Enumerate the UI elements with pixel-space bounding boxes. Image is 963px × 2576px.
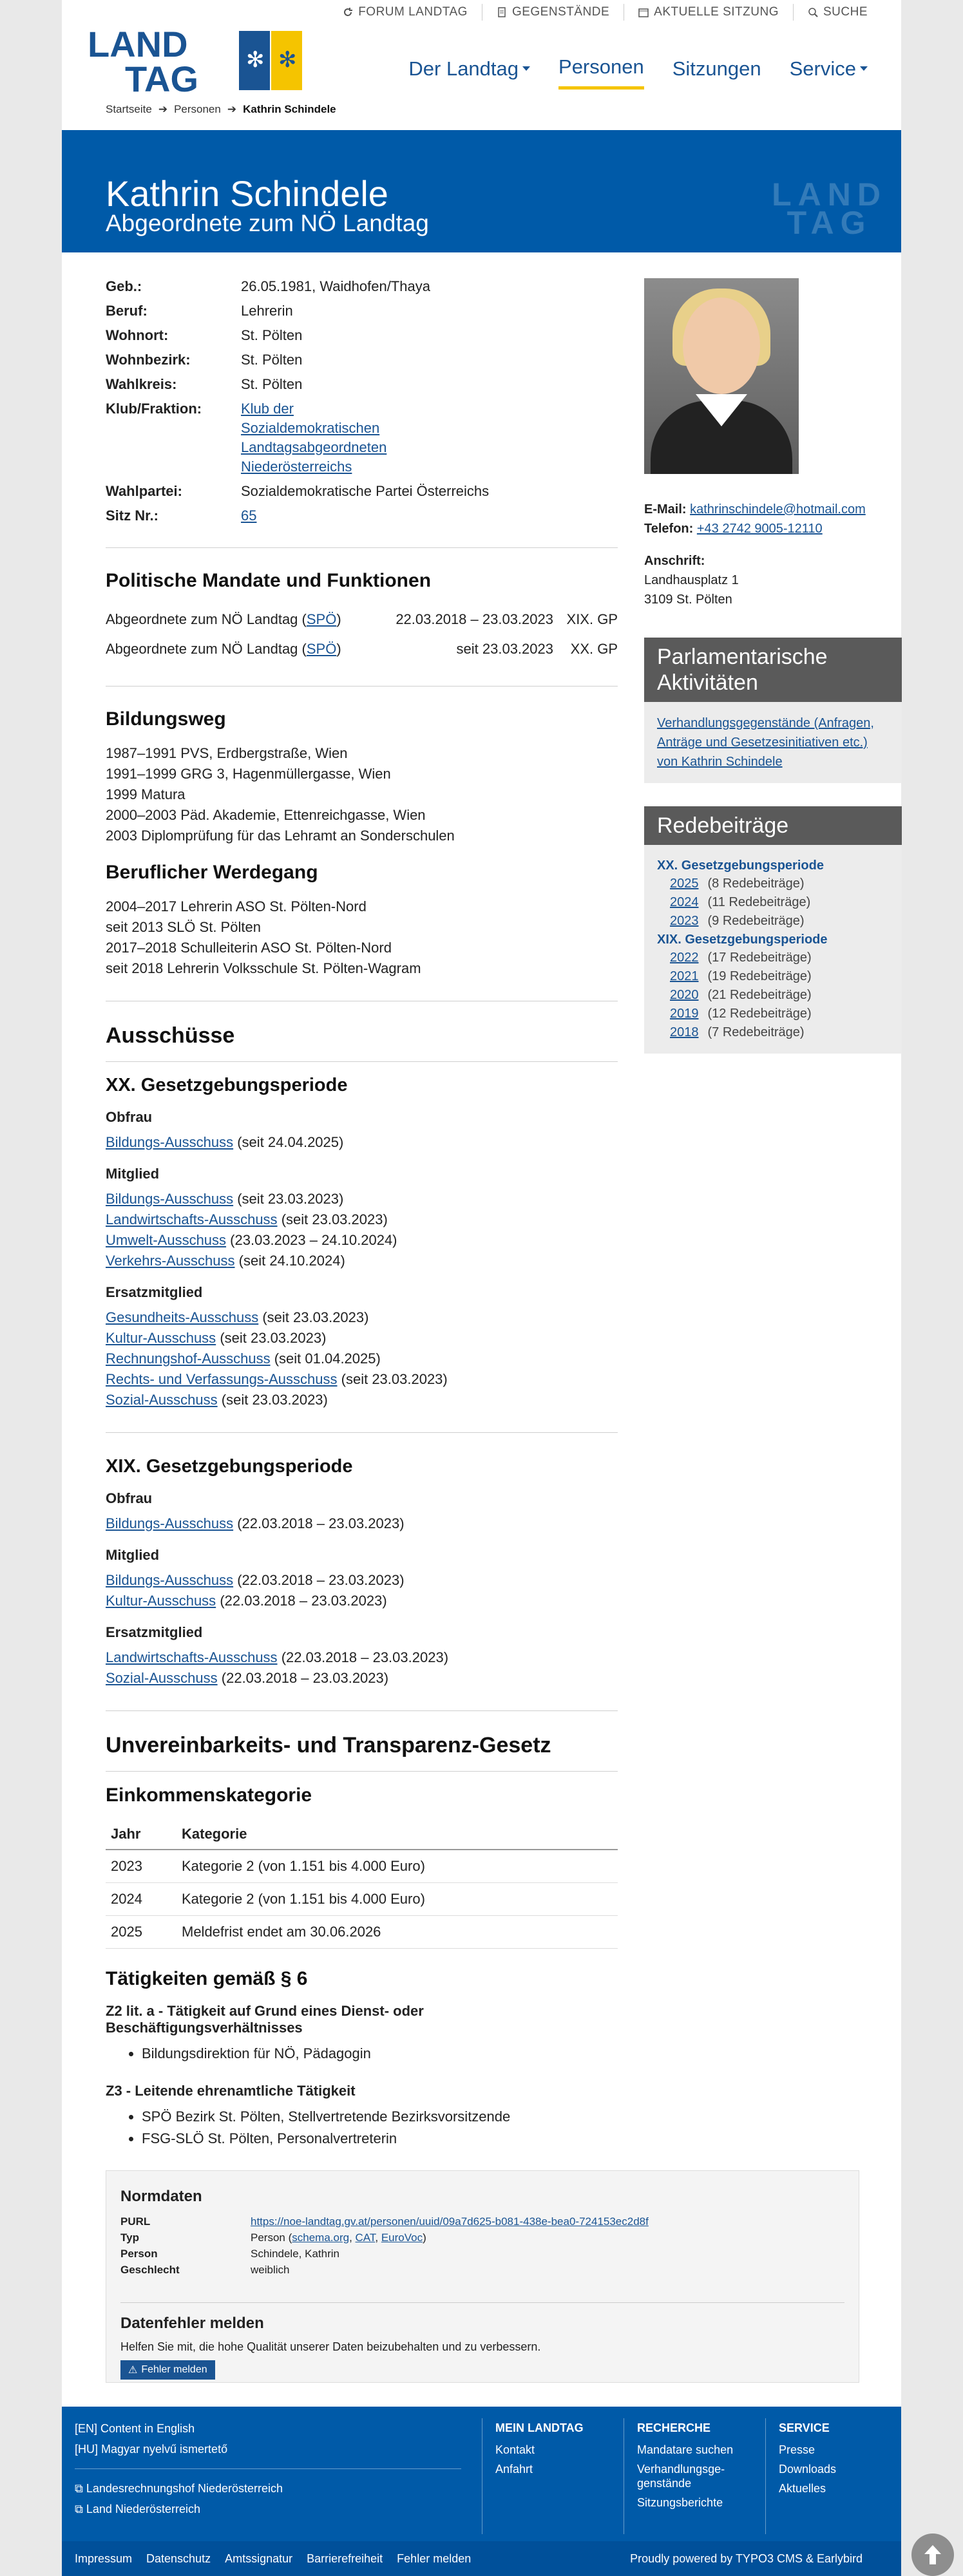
- speech-year-link[interactable]: 2022: [670, 951, 699, 965]
- schema-link[interactable]: schema.org: [292, 2231, 350, 2244]
- table-row: 2023 Kategorie 2 (von 1.151 bis 4.000 Euro): [106, 1850, 618, 1883]
- speech-year-link[interactable]: 2024: [670, 895, 699, 909]
- speech-year-link[interactable]: 2025: [670, 876, 699, 891]
- committee-role: Obfrau: [106, 1109, 153, 1125]
- career-list: 2004–2017 Lehrerin ASO St. Pölten-Nord seit 2013 SLÖ St. Pölten 2017–2018 Schulleiterin ASO St. Pölten-Nord seit 2018 Lehrerin Volksschule St. Pölten-Wagram: [106, 898, 421, 976]
- caret-down-icon: [860, 66, 868, 71]
- committee-link[interactable]: Bildungs-Ausschuss: [106, 1515, 234, 1531]
- purl-link[interactable]: https://noe-landtag.gv.at/personen/uuid/09a7d625-b081-438e-bea0-724153ec2d8f: [251, 2215, 649, 2228]
- footer-link[interactable]: Aktuelles: [779, 2482, 826, 2495]
- income-heading: Einkommenskategorie: [106, 1785, 312, 1806]
- list-item: Rechts- und Verfassungs-Ausschuss (seit 23.03.2023): [106, 1371, 448, 1387]
- page-hero: [62, 130, 901, 252]
- list-item: Gesundheits-Ausschuss (seit 23.03.2023): [106, 1309, 369, 1325]
- nav-personen-label: Personen: [558, 55, 644, 78]
- list-item: Bildungs-Ausschuss (22.03.2018 – 23.03.2023): [106, 1515, 405, 1531]
- list-item: 2022 (17 Redebeiträge): [657, 949, 889, 967]
- warning-icon: ⚠: [128, 2365, 138, 2376]
- breadcrumb-home[interactable]: Startseite: [106, 103, 152, 115]
- sitz-link[interactable]: 65: [241, 507, 257, 524]
- committee-link[interactable]: Bildungs-Ausschuss: [106, 1134, 234, 1150]
- speeches-panel-title: Redebeiträge: [644, 806, 902, 845]
- speeches-list: [644, 845, 902, 1054]
- aktuelle-sitzung-link[interactable]: [624, 4, 793, 21]
- list-item: 2019 (12 Redebeiträge): [657, 1005, 889, 1023]
- list-item: 2018 (7 Redebeiträge): [657, 1023, 889, 1042]
- normdaten-box: Normdaten PURL https://noe-landtag.gv.at/personen/uuid/09a7d625-b081-438e-bea0-724153ec2d8f Typ Person (schema.org, CAT, EuroVoc) Person Schindele, Kathrin Geschlecht weiblich Datenfehler melden Helfen Sie mit, die hohe Qualität unserer Daten beizubehalten und zu verbessern. ⚠ Fehler melden: [106, 2170, 859, 2383]
- committee-role: Mitglied: [106, 1166, 160, 1182]
- impressum-link[interactable]: Impressum: [75, 2552, 133, 2565]
- committees-container: [106, 1075, 618, 1689]
- nav-sitzungen[interactable]: [672, 55, 761, 90]
- career-heading: Beruflicher Werdegang: [106, 862, 318, 883]
- nav-personen[interactable]: [558, 55, 644, 90]
- footer-link[interactable]: Anfahrt: [495, 2463, 533, 2476]
- z2-list: • Bildungsdirektion für NÖ, Pädagogin: [106, 2043, 618, 2065]
- speech-year-link[interactable]: 2023: [670, 914, 699, 928]
- committee-link[interactable]: Umwelt-Ausschuss: [106, 1232, 227, 1248]
- footer-link[interactable]: Downloads: [779, 2463, 837, 2476]
- committee-role: Mitglied: [106, 1547, 160, 1563]
- report-error-button[interactable]: ⚠ Fehler melden: [120, 2360, 215, 2380]
- fact-row: Wahlkreis: St. Pölten: [106, 376, 303, 392]
- aktuelle-sitzung-label: AKTUELLE SITZUNG: [654, 5, 779, 19]
- phone-link[interactable]: +43 2742 9005-12110: [696, 522, 823, 536]
- nav-der-landtag-label: Der Landtag: [408, 57, 519, 80]
- period-heading: XX. Gesetzgebungsperiode: [106, 1075, 348, 1095]
- list-item: Bildungs-Ausschuss (22.03.2018 – 23.03.2023): [106, 1572, 405, 1588]
- speech-year-link[interactable]: 2021: [670, 969, 699, 983]
- eurovoc-link[interactable]: EuroVoc: [381, 2231, 423, 2244]
- transparency-heading: Unvereinbarkeits- und Transparenz-Gesetz: [106, 1733, 551, 1757]
- committee-link[interactable]: Kultur-Ausschuss: [106, 1330, 216, 1346]
- list-item: Kultur-Ausschuss (seit 23.03.2023): [106, 1330, 327, 1346]
- hero-watermark: LAND TAG: [772, 176, 887, 241]
- footer-col-service: SERVICE Presse Downloads Aktuelles: [765, 2418, 888, 2534]
- error-heading: Datenfehler melden: [120, 2315, 264, 2332]
- party-link[interactable]: SPÖ: [306, 641, 337, 657]
- list-item: Landwirtschafts-Ausschuss (seit 23.03.2023): [106, 1211, 388, 1227]
- main-nav: [408, 55, 868, 90]
- footer-col-recherche: RECHERCHE Mandatare suchen Verhandlungsge-genstände Sitzungsberichte: [624, 2418, 759, 2534]
- table-row: 2025 Meldefrist endet am 30.06.2026: [106, 1916, 618, 1949]
- portrait-photo: [644, 278, 799, 474]
- activities-link[interactable]: Verhandlungsgegenstände (Anfragen, Anträge und Gesetzesinitiativen etc.) von Kathrin Schindele: [657, 716, 874, 769]
- person-facts: [106, 277, 618, 526]
- sidebar: [644, 278, 902, 1054]
- committee-link[interactable]: Landwirtschafts-Ausschuss: [106, 1211, 278, 1227]
- committee-link[interactable]: Sozial-Ausschuss: [106, 1670, 218, 1686]
- forum-landtag-link[interactable]: [329, 4, 482, 21]
- committee-link[interactable]: Bildungs-Ausschuss: [106, 1572, 234, 1588]
- landtag-logo[interactable]: [88, 26, 307, 97]
- footer-bottom-bar: [62, 2541, 901, 2576]
- committee-role: Ersatzmitglied: [106, 1624, 203, 1640]
- committee-link[interactable]: Kultur-Ausschuss: [106, 1593, 216, 1609]
- external-link-icon: ⧉: [75, 2482, 83, 2495]
- footer-link[interactable]: Mandatare suchen: [637, 2443, 734, 2456]
- footer-link[interactable]: Kontakt: [495, 2443, 535, 2456]
- amtssignatur-link[interactable]: Amtssignatur: [225, 2552, 293, 2565]
- footer-link[interactable]: Verhandlungsge-genstände: [637, 2463, 725, 2490]
- arrow-right-icon: ➔: [227, 103, 237, 115]
- fact-row: Klub/Fraktion: Klub der Sozialdemokratischen Landtagsabgeordneten Niederösterreichs: [106, 399, 618, 477]
- divider: [106, 686, 618, 687]
- back-to-top-button[interactable]: [911, 2533, 954, 2576]
- fact-row: Sitz Nr.: 65: [106, 507, 257, 524]
- cat-link[interactable]: CAT: [355, 2231, 376, 2244]
- list-item: Bildungs-Ausschuss (seit 23.03.2023): [106, 1191, 344, 1207]
- z3-heading: Z3 - Leitende ehrenamtliche Tätigkeit: [106, 2083, 356, 2099]
- committee-link[interactable]: Landwirtschafts-Ausschuss: [106, 1649, 278, 1665]
- committee-role: Obfrau: [106, 1490, 153, 1506]
- caret-down-icon: [522, 66, 530, 71]
- nav-der-landtag[interactable]: [408, 55, 530, 90]
- person-name: Kathrin Schindele: [106, 173, 388, 214]
- list-item: Rechnungshof-Ausschuss (seit 01.04.2025): [106, 1350, 381, 1367]
- z2-heading: Z2 lit. a - Tätigkeit auf Grund eines Dienst- oder Beschäftigungsverhältnisses: [106, 2003, 424, 2036]
- error-text: Helfen Sie mit, die hohe Qualität unserer Daten beizubehalten und zu verbessern.: [120, 2340, 541, 2353]
- fact-row: Wahlpartei: Sozialdemokratische Partei Österreichs: [106, 483, 490, 499]
- mandate-row: Abgeordnete zum NÖ Landtag (SPÖ) 22.03.2018 – 23.03.2023 XIX. GP: [106, 611, 618, 627]
- list-item: Landwirtschafts-Ausschuss (22.03.2018 – 23.03.2023): [106, 1649, 449, 1665]
- arrow-right-icon: ➔: [158, 103, 168, 115]
- normdaten-heading: Normdaten: [120, 2188, 202, 2205]
- gegenstaende-label: GEGENSTÄNDE: [511, 5, 610, 19]
- main-content: [106, 277, 618, 2150]
- utility-nav: [329, 4, 882, 21]
- mandate-row: Abgeordnete zum NÖ Landtag (SPÖ) seit 23.03.2023 XX. GP: [106, 641, 618, 657]
- party-link[interactable]: SPÖ: [306, 611, 337, 627]
- email-link[interactable]: kathrinschindele@hotmail.com: [690, 502, 866, 516]
- search-icon: [808, 7, 818, 17]
- search-link[interactable]: [793, 4, 882, 21]
- fact-row: Geb.: 26.05.1981, Waidhofen/Thaya: [106, 278, 430, 294]
- powered-by: Proudly powered by TYPO3 CMS & Earlybird: [630, 2552, 863, 2565]
- arrow-up-icon: [923, 2544, 942, 2566]
- external-link-icon: ⧉: [75, 2503, 83, 2515]
- divider: [106, 547, 618, 548]
- list-item: Sozial-Ausschuss (seit 23.03.2023): [106, 1392, 328, 1408]
- breadcrumb-current: Kathrin Schindele: [243, 103, 336, 115]
- forum-label: FORUM LANDTAG: [358, 5, 468, 19]
- calendar-icon: [638, 7, 649, 17]
- education-list: 1987–1991 PVS, Erdbergstraße, Wien 1991–1999 GRG 3, Hagenmüllergasse, Wien 1999 Matura 2000–2003 Päd. Akademie, Ettenreichgasse, Wien 2003 Diplomprüfung für das Lehramt an Sonderschulen: [106, 745, 455, 844]
- nav-sitzungen-label: Sitzungen: [672, 57, 761, 80]
- english-link[interactable]: [EN] Content in English: [75, 2422, 195, 2435]
- committee-link[interactable]: Sozial-Ausschuss: [106, 1392, 218, 1408]
- income-table: Jahr Kategorie 2023 Kategorie 2 (von 1.151 bis 4.000 Euro) 2024 Kategorie 2 (von 1.151 bis 4.000 Euro) 2025 Meldefrist endet am 30.06.2026: [106, 1819, 618, 1949]
- logo-text-tag: TAG: [125, 59, 199, 97]
- breadcrumb: [106, 103, 336, 116]
- divider: [106, 1710, 618, 1711]
- refresh-icon: [343, 7, 353, 17]
- list-item: Bildungs-Ausschuss (seit 24.04.2025): [106, 1134, 344, 1150]
- list-item: Umwelt-Ausschuss (23.03.2023 – 24.10.2024): [106, 1232, 397, 1248]
- speech-year-link[interactable]: 2019: [670, 1007, 699, 1021]
- speech-period: XX. Gesetzgebungsperiode: [657, 858, 824, 873]
- nav-service[interactable]: [790, 55, 868, 90]
- barrierefreiheit-link[interactable]: Barrierefreiheit: [307, 2552, 383, 2565]
- mandates-heading: Politische Mandate und Funktionen: [106, 570, 432, 591]
- list-item: Verkehrs-Ausschuss (seit 24.10.2024): [106, 1253, 345, 1269]
- fehler-melden-link[interactable]: Fehler melden: [397, 2552, 472, 2565]
- fact-row: Wohnort: St. Pölten: [106, 327, 303, 343]
- svg-text:✻: ✻: [246, 48, 265, 72]
- nav-service-label: Service: [789, 57, 856, 80]
- divider: [106, 1771, 618, 1772]
- committees-heading: Ausschüsse: [106, 1023, 235, 1048]
- person-role: Abgeordnete zum NÖ Landtag: [106, 210, 429, 236]
- footer-col-mein-landtag: MEIN LANDTAG Kontakt Anfahrt: [482, 2418, 617, 2534]
- search-label: SUCHE: [823, 5, 868, 19]
- list-item: 2021 (19 Redebeiträge): [657, 967, 889, 986]
- breadcrumb-personen[interactable]: Personen: [174, 103, 221, 115]
- speeches-panel: [644, 806, 902, 1054]
- svg-text:✻: ✻: [278, 48, 297, 72]
- land-noe-link[interactable]: ⧉ Land Niederösterreich: [75, 2503, 200, 2515]
- list-item: 2023 (9 Redebeiträge): [657, 912, 889, 931]
- z3-list: • SPÖ Bezirk St. Pölten, Stellvertretende Bezirksvorsitzende • FSG-SLÖ St. Pölten, Personalvertreterin: [106, 2106, 618, 2150]
- speech-year-link[interactable]: 2018: [670, 1025, 699, 1039]
- datenschutz-link[interactable]: Datenschutz: [146, 2552, 211, 2565]
- speech-period: XIX. Gesetzgebungsperiode: [657, 933, 828, 947]
- activities-panel: [644, 638, 902, 783]
- hungarian-link[interactable]: [HU] Magyar nyelvű ismertető: [75, 2443, 228, 2456]
- education-heading: Bildungsweg: [106, 708, 226, 730]
- committee-link[interactable]: Verkehrs-Ausschuss: [106, 1253, 235, 1269]
- contact-info: E-Mail: kathrinschindele@hotmail.com Telefon: +43 2742 9005-12110 Anschrift: Landhausplatz 1 3109 St. Pölten: [644, 502, 866, 607]
- speech-year-link[interactable]: 2020: [670, 988, 699, 1002]
- fact-row: Wohnbezirk: St. Pölten: [106, 352, 303, 368]
- rechnungshof-link[interactable]: ⧉ Landesrechnungshof Niederösterreich: [75, 2482, 283, 2495]
- committee-link[interactable]: Rechts- und Verfassungs-Ausschuss: [106, 1371, 338, 1387]
- divider: [106, 1432, 618, 1433]
- list-item: Kultur-Ausschuss (22.03.2018 – 23.03.2023): [106, 1593, 387, 1609]
- committee-role: Ersatzmitglied: [106, 1284, 203, 1300]
- activities-heading: Tätigkeiten gemäß § 6: [106, 1968, 308, 1989]
- committee-link[interactable]: Bildungs-Ausschuss: [106, 1191, 234, 1207]
- committee-link[interactable]: Gesundheits-Ausschuss: [106, 1309, 259, 1325]
- table-row: 2024 Kategorie 2 (von 1.151 bis 4.000 Euro): [106, 1883, 618, 1916]
- klub-link[interactable]: Klub der Sozialdemokratischen Landtagsabgeordneten Niederösterreichs: [241, 401, 387, 475]
- list-item: 2025 (8 Redebeiträge): [657, 875, 889, 893]
- list-item: 2024 (11 Redebeiträge): [657, 893, 889, 912]
- period-heading: XIX. Gesetzgebungsperiode: [106, 1456, 353, 1477]
- footer-link[interactable]: Presse: [779, 2443, 815, 2456]
- footer: [62, 2407, 901, 2576]
- fact-row: Beruf: Lehrerin: [106, 303, 293, 319]
- footer-link[interactable]: Sitzungsberichte: [637, 2496, 723, 2509]
- logo-text-land: LAND: [88, 26, 188, 64]
- activities-panel-title: Parlamentarische Aktivitäten: [644, 638, 902, 702]
- divider: [106, 1061, 618, 1062]
- gegenstaende-link[interactable]: [482, 4, 624, 21]
- committee-link[interactable]: Rechnungshof-Ausschuss: [106, 1350, 271, 1367]
- list-item: 2020 (21 Redebeiträge): [657, 986, 889, 1005]
- list-item: Sozial-Ausschuss (22.03.2018 – 23.03.2023): [106, 1670, 389, 1686]
- document-icon: [497, 7, 507, 17]
- page: [62, 0, 901, 2576]
